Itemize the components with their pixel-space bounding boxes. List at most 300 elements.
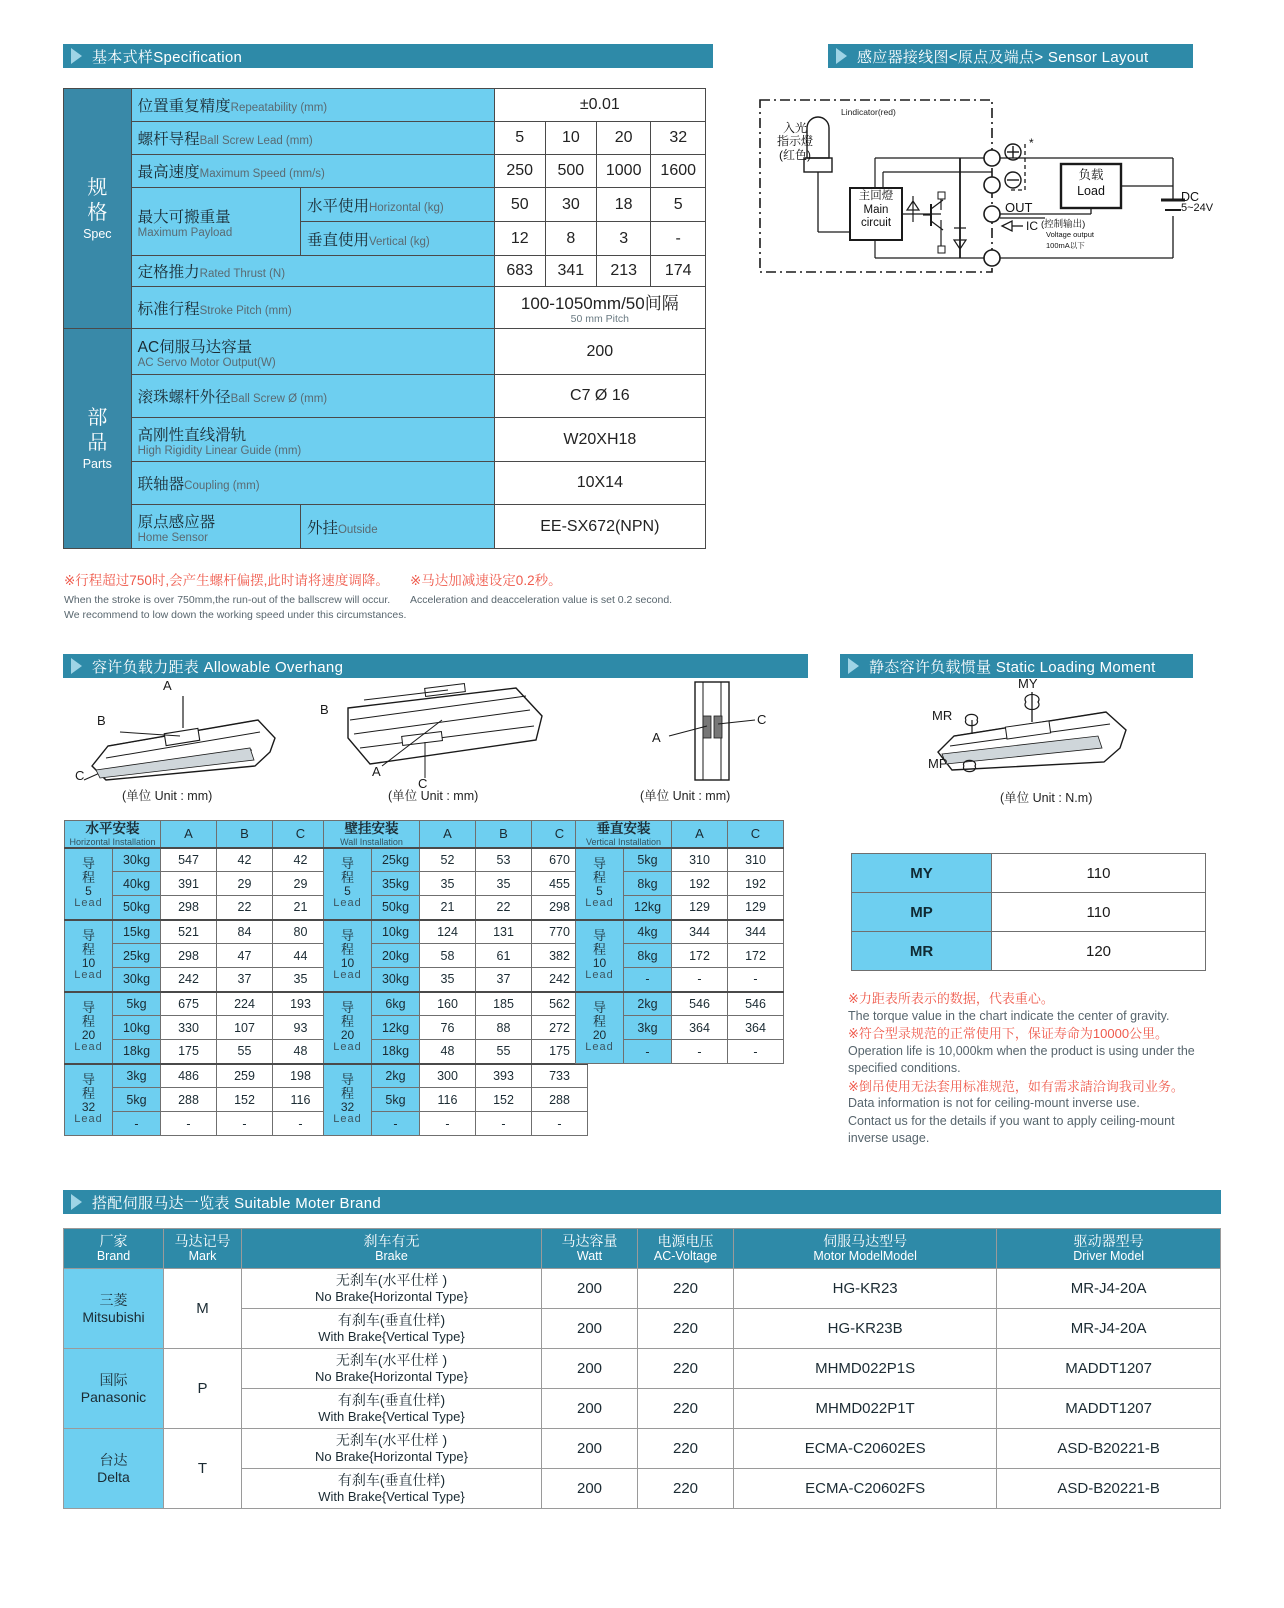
label-en: Rated Thrust (N) [199, 268, 286, 280]
brake-en: No Brake{Horizontal Type} [315, 1289, 468, 1305]
lead-number: 5 [596, 884, 603, 899]
value-speed-1: 500 [545, 155, 596, 188]
lead-cn-1: 导 [592, 928, 606, 944]
figure-label-b: B [320, 702, 329, 717]
row-label-vertical [300, 222, 494, 256]
motor-col-header-mark [164, 1229, 242, 1269]
label-cn: 外挂 [306, 519, 338, 537]
lead-cn-1: 导 [340, 1072, 354, 1088]
value-horizontal-1: 30 [545, 188, 596, 222]
label-en: Home Sensor [137, 531, 208, 544]
overhang-value-cell: 42 [273, 848, 329, 872]
lamp-label-line3: (红色) [779, 147, 811, 162]
header-en: Driver Model [1073, 1249, 1145, 1264]
table-row [576, 848, 784, 872]
lead-number: 5 [344, 884, 351, 899]
control-output-cn: (控制输出) [1041, 219, 1086, 230]
moment-value-my: 110 [992, 854, 1206, 893]
moment-key-mp: MP [852, 893, 992, 932]
motor-brand-cell [64, 1429, 164, 1509]
lead-number: 20 [81, 1028, 96, 1043]
row-label-ball-screw-diameter [131, 375, 494, 418]
table-row [852, 932, 1206, 971]
brake-en: No Brake{Horizontal Type} [315, 1449, 468, 1465]
figure-label-c: C [75, 768, 85, 783]
table-row [576, 920, 784, 944]
lead-cn-1: 导 [81, 1000, 95, 1016]
motor-col-header-driver-model [997, 1229, 1221, 1269]
moment-note-3-gray-2: Contact us for the details if you want to apply ceiling-mount [848, 1113, 1175, 1128]
header-cn: 马达记号 [174, 1233, 231, 1250]
brand-cn: 国际 [99, 1371, 128, 1388]
row-label-maximum-payload [131, 188, 300, 256]
lead-number: 20 [592, 1028, 607, 1043]
main-circuit-en-1: Main [863, 203, 889, 216]
section-header-allowable-overhang [63, 654, 808, 678]
motor-col-header-watt [542, 1229, 638, 1269]
value-vertical-0: 12 [494, 222, 545, 256]
header-en: Brand [96, 1249, 131, 1264]
value-horizontal-0: 50 [494, 188, 545, 222]
motor-watt-cell: 200 [542, 1469, 638, 1509]
overhang-value-cell: 770 [532, 920, 588, 944]
moment-label-mp: MP [928, 756, 948, 771]
brake-cn: 有刹车(垂直仕样) [337, 1312, 446, 1329]
moment-label-mr: MR [932, 708, 953, 723]
label-cn: 联轴器 [137, 476, 185, 493]
section-title-specification: 基本式样Specification [92, 48, 243, 66]
motor-brand-cell [64, 1349, 164, 1429]
overhang-weight-cell: - [372, 1112, 420, 1136]
spec-category-parts [64, 329, 132, 549]
overhang-lead-group-10 [65, 920, 113, 992]
unit-caption-horizontal: (单位 Unit : mm) [122, 789, 213, 803]
overhang-value-cell: 124 [420, 920, 476, 944]
label-en: Stroke Pitch (mm) [199, 304, 292, 317]
overhang-value-cell: 53 [476, 848, 532, 872]
overhang-col-header-c: C [532, 821, 588, 848]
moment-key-mr: MR [852, 932, 992, 971]
spec-category-en: Spec [83, 226, 112, 241]
moment-note-2-gray-2: specified conditions. [848, 1061, 961, 1076]
lead-cn-2: 程 [81, 1086, 95, 1102]
motor-watt-cell: 200 [542, 1429, 638, 1469]
overhang-weight-cell: 30kg [113, 848, 161, 872]
header-cn: 刹车有无 [363, 1233, 420, 1250]
overhang-value-cell: 259 [217, 1064, 273, 1088]
overhang-weight-cell: 30kg [372, 968, 420, 992]
label-en: Repeatability (mm) [230, 102, 328, 114]
row-label-repeatability [131, 89, 494, 122]
motor-model-cell: ECMA-C20602FS [734, 1469, 997, 1509]
overhang-weight-cell: 2kg [624, 992, 672, 1016]
dc-label: DC [1181, 190, 1200, 204]
overhang-table-title [324, 821, 420, 848]
spec-note-right-gray: Acceleration and deacceleration value is set 0.2 second. [410, 594, 673, 607]
value-thrust-1: 341 [545, 256, 596, 287]
overhang-weight-cell: 3kg [113, 1064, 161, 1088]
table-row [324, 848, 588, 872]
overhang-value-cell: 76 [420, 1016, 476, 1040]
overhang-value-cell: 193 [273, 992, 329, 1016]
triangle-bullet-icon [71, 48, 82, 64]
motor-voltage-cell: 220 [638, 1389, 734, 1429]
section-header-sensor-layout [828, 44, 1193, 68]
overhang-lead-group-10 [324, 920, 372, 992]
value-coupling: 10X14 [494, 462, 705, 505]
overhang-value-cell: 93 [273, 1016, 329, 1040]
overhang-value-cell: - [476, 1112, 532, 1136]
overhang-value-cell: 52 [420, 848, 476, 872]
overhang-lead-group-20 [576, 992, 624, 1064]
lead-number: 5 [85, 884, 92, 899]
overhang-table-title [65, 821, 161, 848]
driver-model-cell: MR-J4-20A [997, 1269, 1221, 1309]
lead-en: Lead [333, 1041, 362, 1054]
header-en: Watt [576, 1249, 603, 1264]
section-title-static-loading-moment: 静态容许负载惯量 Static Loading Moment [869, 658, 1156, 676]
title-en: Wall Installation [340, 836, 403, 847]
overhang-value-cell: 344 [672, 920, 728, 944]
motor-brake-cell [242, 1469, 542, 1509]
label-en: Maximum Payload [137, 226, 233, 239]
header-en: Mark [188, 1249, 217, 1264]
overhang-value-cell: 310 [728, 848, 784, 872]
main-circuit-label [852, 190, 900, 231]
overhang-value-cell: 192 [728, 872, 784, 896]
overhang-value-cell: 80 [273, 920, 329, 944]
table-row [576, 992, 784, 1016]
overhang-weight-cell: 30kg [113, 968, 161, 992]
overhang-weight-cell: 20kg [372, 944, 420, 968]
overhang-value-cell: 29 [273, 872, 329, 896]
label-en: AC Servo Motor Output(W) [137, 356, 276, 369]
out-label: OUT [1005, 200, 1033, 215]
value-horizontal-3: 5 [651, 188, 706, 222]
table-row [64, 155, 706, 188]
parts-category-cn-2: 品 [87, 431, 108, 454]
dc-range-label: 5~24V [1181, 202, 1214, 214]
lead-en: Lead [333, 969, 362, 982]
overhang-value-cell: 310 [672, 848, 728, 872]
overhang-col-header-b: B [476, 821, 532, 848]
sensor-wiring-diagram [755, 92, 1214, 282]
overhang-weight-cell: 50kg [372, 896, 420, 920]
section-header-specification [63, 44, 713, 68]
terminal-plus [984, 150, 1000, 166]
overhang-value-cell: 393 [476, 1064, 532, 1088]
overhang-value-cell: - [728, 1040, 784, 1064]
value-speed-2: 1000 [596, 155, 651, 188]
lead-en: Lead [74, 897, 103, 910]
moment-note-2-red: ※符合型录规范的正常使用下，保证寿命为10000公里。 [848, 1026, 1169, 1042]
moment-value-mp: 110 [992, 893, 1206, 932]
header-cn: 驱动器型号 [1073, 1233, 1144, 1250]
value-vertical-1: 8 [545, 222, 596, 256]
overhang-value-cell: 288 [532, 1088, 588, 1112]
table-row [64, 287, 706, 329]
motor-voltage-cell: 220 [638, 1309, 734, 1349]
brake-en: No Brake{Horizontal Type} [315, 1369, 468, 1385]
value-ac-servo-motor-output: 200 [494, 329, 705, 375]
lead-cn-2: 程 [592, 1014, 606, 1030]
header-cn: 电源电压 [657, 1233, 714, 1250]
overhang-weight-cell: 2kg [372, 1064, 420, 1088]
label-cn: 原点感应器 [137, 513, 216, 531]
overhang-col-header-c: C [728, 821, 784, 848]
motor-voltage-cell: 220 [638, 1469, 734, 1509]
overhang-value-cell: 300 [420, 1064, 476, 1088]
table-row [64, 375, 706, 418]
header-cn: 厂家 [99, 1233, 128, 1250]
overhang-weight-cell: 5kg [624, 848, 672, 872]
overhang-value-cell: 55 [217, 1040, 273, 1064]
overhang-value-cell: 84 [217, 920, 273, 944]
lead-en: Lead [74, 969, 103, 982]
overhang-value-cell: 48 [420, 1040, 476, 1064]
overhang-weight-cell: 10kg [372, 920, 420, 944]
load-cn: 负载 [1078, 168, 1104, 182]
overhang-value-cell: 272 [532, 1016, 588, 1040]
table-row [64, 1269, 1221, 1309]
motor-model-cell: ECMA-C20602ES [734, 1429, 997, 1469]
overhang-figure-vertical [645, 678, 815, 788]
table-row [64, 89, 706, 122]
value-lead-2: 20 [596, 122, 651, 155]
load-label [1063, 168, 1119, 199]
overhang-value-cell: - [273, 1112, 329, 1136]
row-label-home-sensor [131, 505, 300, 549]
overhang-value-cell: 546 [728, 992, 784, 1016]
overhang-weight-cell: - [113, 1112, 161, 1136]
table-row [64, 418, 706, 462]
overhang-value-cell: 364 [728, 1016, 784, 1040]
overhang-value-cell: - [161, 1112, 217, 1136]
table-header-row [65, 821, 329, 848]
value-horizontal-2: 18 [596, 188, 651, 222]
overhang-value-cell: - [728, 968, 784, 992]
overhang-value-cell: 546 [672, 992, 728, 1016]
value-lead-3: 32 [651, 122, 706, 155]
overhang-value-cell: 58 [420, 944, 476, 968]
overhang-value-cell: 116 [273, 1088, 329, 1112]
overhang-col-header-a: A [672, 821, 728, 848]
lead-en: Lead [333, 897, 362, 910]
label-en: Ball Screw Ø (mm) [230, 393, 328, 405]
overhang-weight-cell: 5kg [372, 1088, 420, 1112]
overhang-value-cell: 670 [532, 848, 588, 872]
moment-label-my: MY [1018, 676, 1038, 691]
motor-brake-cell [242, 1429, 542, 1469]
value-home-sensor: EE-SX672(NPN) [494, 505, 705, 549]
motor-model-cell: HG-KR23 [734, 1269, 997, 1309]
lead-en: Lead [585, 1041, 614, 1054]
row-label-rated-thrust [131, 256, 494, 287]
brake-en: With Brake{Vertical Type} [318, 1409, 465, 1425]
brand-en: Delta [97, 1468, 130, 1485]
brake-en: With Brake{Vertical Type} [318, 1489, 465, 1505]
overhang-weight-cell: 5kg [113, 1088, 161, 1112]
overhang-table-horizontal [64, 820, 329, 1136]
overhang-lead-group-32 [65, 1064, 113, 1136]
value-speed-0: 250 [494, 155, 545, 188]
overhang-lead-group-20 [324, 992, 372, 1064]
lead-cn-2: 程 [592, 870, 606, 886]
table-row [65, 848, 329, 872]
driver-model-cell: ASD-B20221-B [997, 1429, 1221, 1469]
triangle-bullet-icon [848, 658, 859, 674]
value-speed-3: 1600 [651, 155, 706, 188]
moment-note-1-red: ※力距表所表示的数据，代表重心。 [848, 991, 1054, 1006]
motor-voltage-cell: 220 [638, 1269, 734, 1309]
moment-note-2-gray-1: Operation life is 10,000km when the product is using under the [848, 1043, 1195, 1058]
overhang-col-header-a: A [420, 821, 476, 848]
value-linear-guide: W20XH18 [494, 418, 705, 462]
unit-caption-wall: (单位 Unit : mm) [388, 789, 479, 803]
voltage-output-en: Voltage output [1046, 230, 1094, 239]
load-en: Load [1077, 183, 1105, 198]
overhang-value-cell: 131 [476, 920, 532, 944]
suitable-motor-brand-table [63, 1228, 1221, 1509]
overhang-lead-group-32 [324, 1064, 372, 1136]
figure-label-c: C [418, 776, 428, 791]
table-row [64, 505, 706, 549]
spec-note-left-red: ※行程超过750时,会产生螺杆偏摆,此时请将速度调降。 [64, 573, 389, 588]
overhang-value-cell: 288 [161, 1088, 217, 1112]
label-cn: 垂直使用 [306, 231, 369, 249]
overhang-table-vertical [575, 820, 784, 1064]
driver-model-cell: MADDT1207 [997, 1349, 1221, 1389]
overhang-value-cell: 22 [476, 896, 532, 920]
moment-key-my: MY [852, 854, 992, 893]
parts-category-cn-1: 部 [87, 407, 108, 430]
row-label-horizontal [300, 188, 494, 222]
moment-note-3-red: ※倒吊使用无法套用标准规范，如有需求請洽询我司业务。 [848, 1078, 1184, 1094]
overhang-value-cell: 88 [476, 1016, 532, 1040]
brand-en: Mitsubishi [82, 1308, 145, 1325]
lead-en: Lead [74, 1041, 103, 1054]
lead-number: 10 [340, 956, 355, 971]
label-cn: AC伺服马达容量 [137, 338, 253, 356]
motor-voltage-cell: 220 [638, 1429, 734, 1469]
table-row [64, 122, 706, 155]
overhang-value-cell: 562 [532, 992, 588, 1016]
lamp-label-line2: 指示燈 [777, 134, 814, 149]
lead-cn-2: 程 [340, 1014, 354, 1030]
triangle-bullet-icon [71, 1194, 82, 1210]
overhang-col-header-a: A [161, 821, 217, 848]
lead-cn-1: 导 [592, 1000, 606, 1016]
overhang-weight-cell: 35kg [372, 872, 420, 896]
lead-cn-2: 程 [592, 942, 606, 958]
table-header-row [324, 821, 588, 848]
title-cn: 壁挂安装 [344, 821, 399, 836]
static-loading-moment-table [851, 853, 1206, 971]
spec-category-cn-1: 规 [87, 177, 108, 200]
figure-label-a: A [163, 678, 172, 693]
motor-watt-cell: 200 [542, 1389, 638, 1429]
overhang-value-cell: 298 [532, 896, 588, 920]
overhang-value-cell: 242 [161, 968, 217, 992]
figure-label-a: A [372, 764, 381, 779]
overhang-value-cell: 224 [217, 992, 273, 1016]
moment-note-1-gray-1: The torque value in the chart indicate the center of gravity. [848, 1008, 1170, 1023]
spec-category-spec [64, 89, 132, 329]
motor-col-header-ac-voltage [638, 1229, 734, 1269]
overhang-weight-cell: 18kg [372, 1040, 420, 1064]
lead-cn-1: 导 [340, 856, 354, 872]
motor-col-header-brake [242, 1229, 542, 1269]
brake-cn: 无刹车(水平仕样 ) [335, 1432, 448, 1449]
lead-number: 32 [81, 1100, 96, 1115]
spec-note-right [410, 572, 740, 608]
lead-cn-1: 导 [81, 1072, 95, 1088]
overhang-value-cell: 364 [672, 1016, 728, 1040]
moment-note-3-gray-1: Data information is not for ceiling-mount inverse use. [848, 1096, 1140, 1111]
unit-caption-moment: (单位 Unit : N.m) [1000, 791, 1093, 805]
row-label-linear-guide [131, 418, 494, 462]
table-row [64, 462, 706, 505]
overhang-weight-cell: 8kg [624, 944, 672, 968]
overhang-value-cell: 172 [728, 944, 784, 968]
indicator-red-label: Lindicator(red) [841, 107, 896, 117]
overhang-weight-cell: 10kg [113, 1016, 161, 1040]
brake-cn: 无刹车(水平仕样 ) [335, 1272, 448, 1289]
motor-brand-cell [64, 1269, 164, 1349]
header-cn: 伺服马达型号 [823, 1233, 908, 1250]
main-circuit-cn: 主回燈 [858, 190, 894, 202]
section-header-static-loading-moment [840, 654, 1193, 678]
motor-col-header-motor-modelmodel [734, 1229, 997, 1269]
ic-label: IC [1026, 219, 1038, 233]
motor-col-header-brand [64, 1229, 164, 1269]
label-en: Maximum Speed (mm/s) [199, 168, 325, 180]
overhang-value-cell: 21 [273, 896, 329, 920]
overhang-weight-cell: 8kg [624, 872, 672, 896]
overhang-weight-cell: 25kg [113, 944, 161, 968]
label-cn: 滚珠螺杆外径 [137, 389, 231, 406]
lead-number: 20 [340, 1028, 355, 1043]
overhang-value-cell: 152 [217, 1088, 273, 1112]
overhang-figure-horizontal [70, 680, 320, 790]
lead-cn-1: 导 [592, 856, 606, 872]
current-note: 100mA以下 [1046, 241, 1085, 250]
overhang-value-cell: 547 [161, 848, 217, 872]
overhang-value-cell: - [217, 1112, 273, 1136]
label-cn: 最高速度 [137, 164, 200, 181]
overhang-value-cell: 129 [728, 896, 784, 920]
label-cn: 最大可搬重量 [137, 208, 231, 226]
label-cn: 位置重复精度 [137, 98, 231, 115]
overhang-weight-cell: 6kg [372, 992, 420, 1016]
spec-note-left-gray-2: We recommend to low down the working speed under this circumstances. [64, 608, 407, 621]
lead-cn-2: 程 [81, 942, 95, 958]
overhang-lead-group-5 [576, 848, 624, 920]
label-cn: 高刚性直线滑轨 [137, 426, 247, 444]
overhang-weight-cell: 12kg [372, 1016, 420, 1040]
overhang-value-cell: 152 [476, 1088, 532, 1112]
overhang-value-cell: 29 [217, 872, 273, 896]
overhang-value-cell: 107 [217, 1016, 273, 1040]
lead-cn-2: 程 [81, 1014, 95, 1030]
row-label-maximum-speed [131, 155, 494, 188]
brand-cn: 三菱 [99, 1291, 128, 1308]
value-vertical-2: 3 [596, 222, 651, 256]
motor-model-cell: MHMD022P1T [734, 1389, 997, 1429]
driver-model-cell: MADDT1207 [997, 1389, 1221, 1429]
spec-note-left-gray-1: When the stroke is over 750mm,the run-out of the ballscrew will occur. [64, 594, 391, 607]
lead-cn-1: 导 [81, 856, 95, 872]
